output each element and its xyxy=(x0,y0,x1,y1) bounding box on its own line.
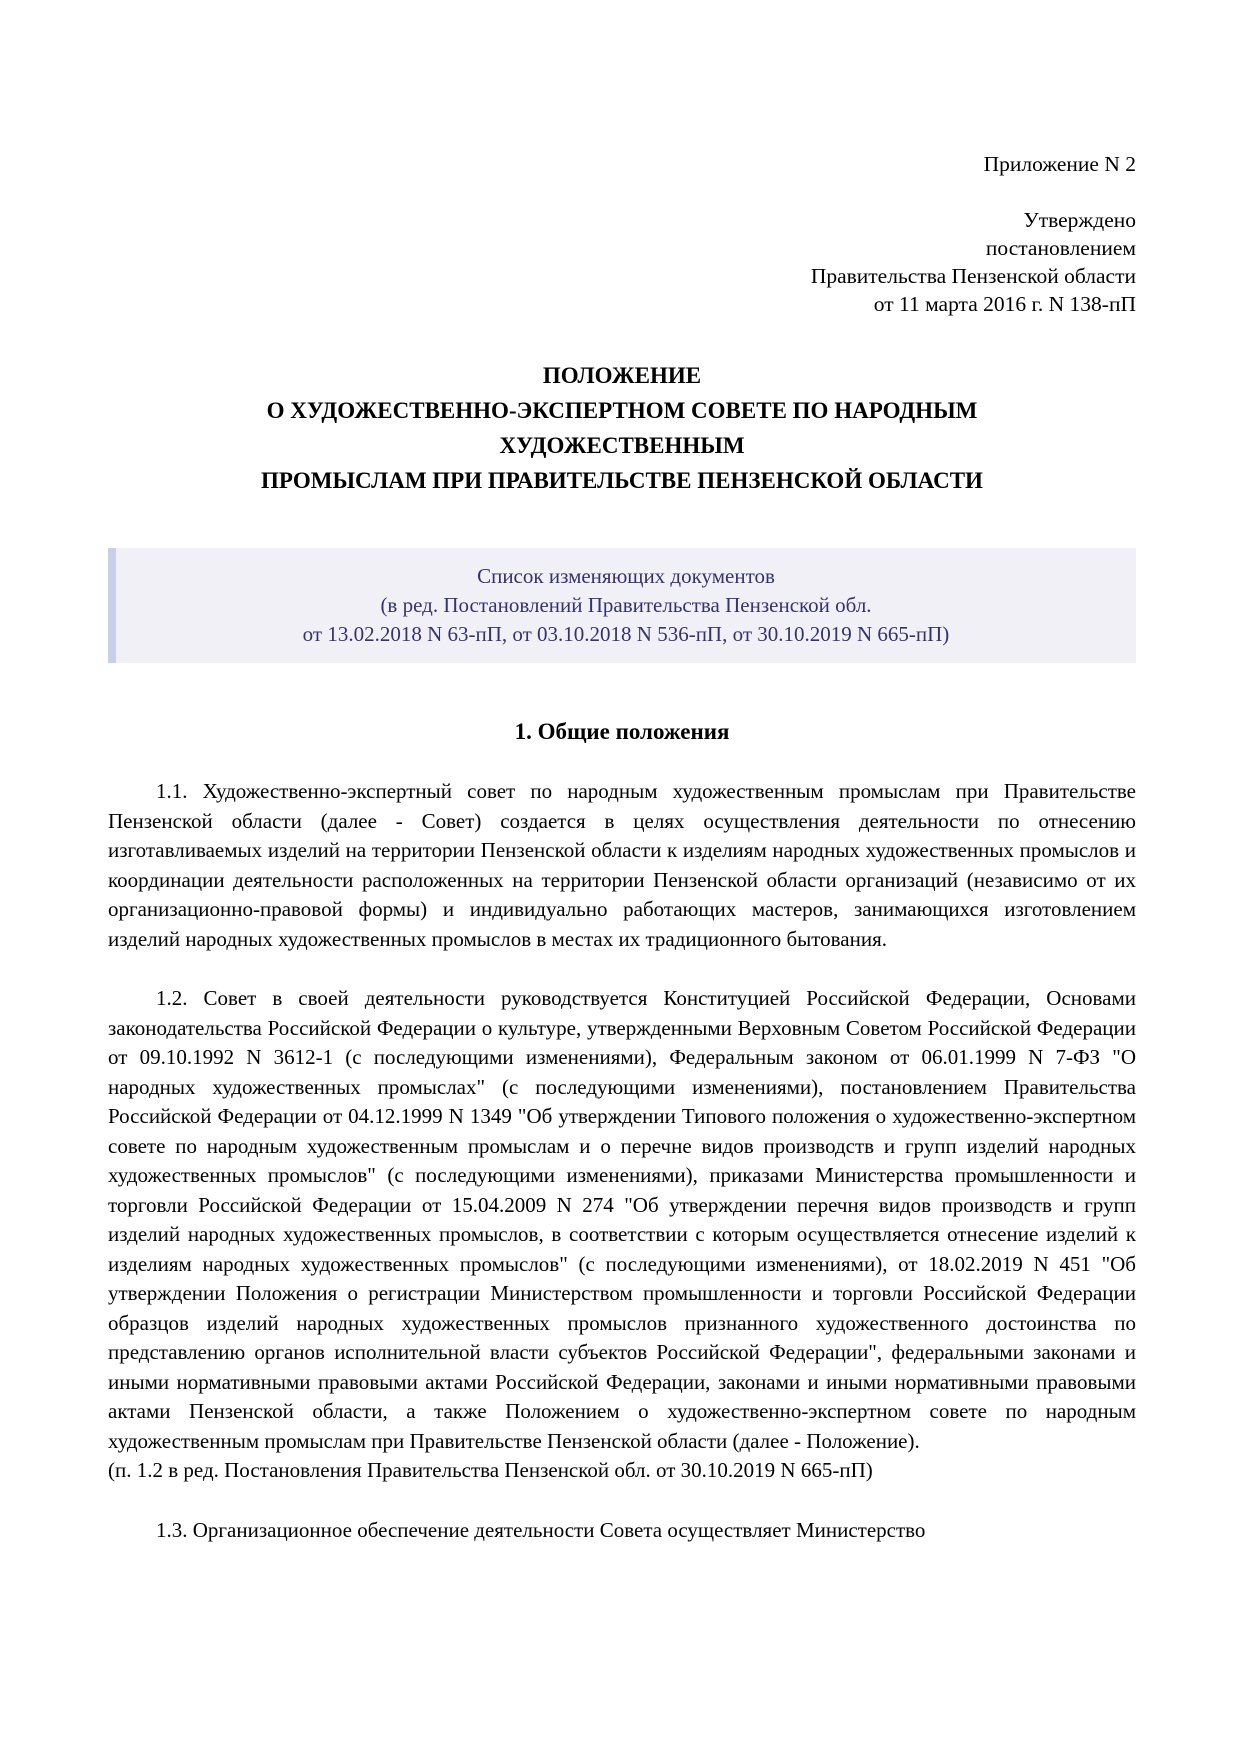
document-title-line: ХУДОЖЕСТВЕННЫМ xyxy=(499,433,745,458)
amendments-box-line: Список изменяющих документов xyxy=(477,564,775,588)
document-title xyxy=(108,358,1136,498)
document-title-line: О ХУДОЖЕСТВЕННО-ЭКСПЕРТНОМ СОВЕТЕ ПО НАРОДНЫМ xyxy=(266,398,978,423)
approval-line: Правительства Пензенской области xyxy=(810,264,1136,288)
section-heading: 1. Общие положения xyxy=(514,719,730,744)
approval-line: постановлением xyxy=(985,236,1136,260)
amendment-note-1-2: (п. 1.2 в ред. Постановления Правительства Пензенской обл. от 30.10.2019 N 665-пП) xyxy=(108,1458,873,1482)
amendments-box-line: (в ред. Постановлений Правительства Пензенской обл. xyxy=(380,593,872,617)
document-title-line: ПРОМЫСЛАМ ПРИ ПРАВИТЕЛЬСТВЕ ПЕНЗЕНСКОЙ ОБЛАСТИ xyxy=(261,468,983,493)
amendments-box xyxy=(108,548,1136,663)
document-title-line: ПОЛОЖЕНИЕ xyxy=(542,363,702,388)
approval-line: от 11 марта 2016 г. N 138-пП xyxy=(873,292,1136,316)
paragraph-1-2: 1.2. Совет в своей деятельности руководствуется Конституцией Российской Федерации, Основами законодательства Российской Федерации о культуре, утвержденными Верховным Советом Российской Федерации от 09.10.1992 N 3612-1 (с последующими изменениями), Федеральным законом от 06.01.1999 N 7-ФЗ "О народных художественных промыслах" (с последующими изменениями), постановлением Правительства Российской Федерации от 04.12.1999 N 1349 "Об утверждении Типового положения о художественно-экспертном совете по народным художественным промыслам и о перечне видов производств и групп изделий народных художественных промыслов" (с последующими изменениями), приказами Министерства промышленности и торговли Российской Федерации от 15.04.2009 N 274 "Об утверждении перечня видов производств и групп изделий народных художественных промыслов, в соответствии с которым осуществляется отнесение изделий к изделиям народных художественных промыслов" (с последующими изменениями), от 18.02.2019 N 451 "Об утверждении Положения о регистрации Министерством промышленности и торговли Российской Федерации образцов изделий народных художественных промыслов признанного художественного достоинства по представлению органов исполнительной власти субъектов Российской Федерации", федеральными законами и иными нормативными правовыми актами Российской Федерации, законами и иными нормативными правовыми актами Пензенской области, а также Положением о художественно-экспертном совете по народным художественным промыслам при Правительстве Пензенской области (далее - Положение). xyxy=(108,986,1136,1453)
approval-line: Утверждено xyxy=(1023,208,1136,232)
paragraph-1-1: 1.1. Художественно-экспертный совет по народным художественным промыслам при Правительстве Пензенской области (далее - Совет) создается в целях осуществления деятельности по отнесению изготавливаемых изделий на территории Пензенской области к изделиям народных художественных промыслов и координации деятельности расположенных на территории Пензенской области организаций (независимо от их организационно-правовой формы) и индивидуально работающих мастеров, занимающихся изготовлением изделий народных художественных промыслов в местах их традиционного бытования. xyxy=(108,779,1136,951)
appendix-label: Приложение N 2 xyxy=(983,152,1136,176)
approval-block xyxy=(108,206,1136,318)
paragraph-1-3: 1.3. Организационное обеспечение деятельности Совета осуществляет Министерство xyxy=(156,1517,926,1542)
amendments-box-line: от 13.02.2018 N 63-пП, от 03.10.2018 N 536-пП, от 30.10.2019 N 665-пП) xyxy=(302,622,950,646)
